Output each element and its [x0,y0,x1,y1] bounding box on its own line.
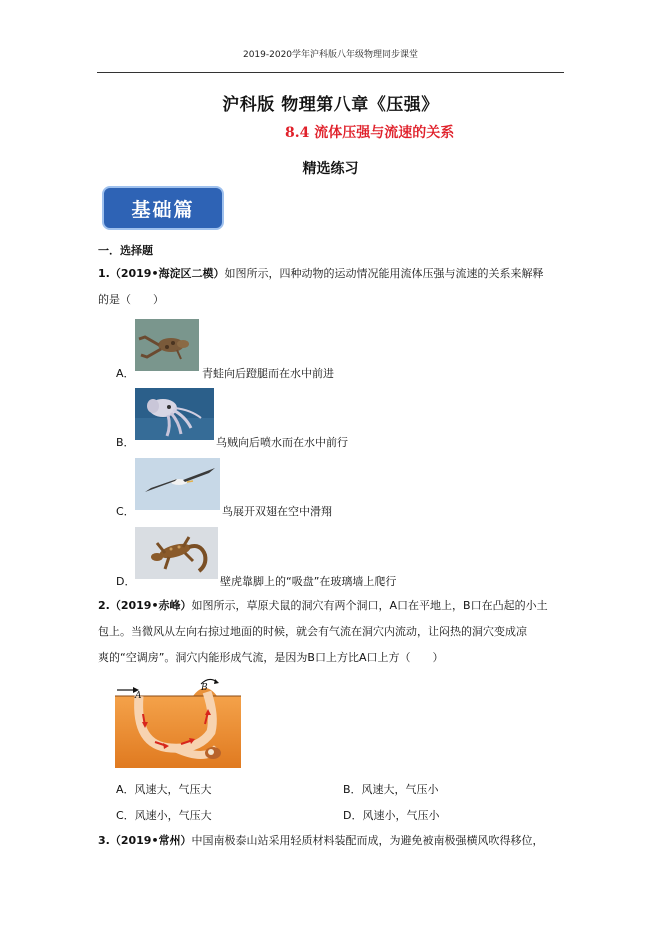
question-2-stem-cont [98,620,565,644]
question-3-number: 3. [98,834,110,847]
question-2-number: 2. [98,599,110,612]
q2-option-a-text: 风速大，气压大 [134,783,212,796]
q1-option-d-text: 壁虎靠脚上的“吸盘”在玻璃墙上爬行 [220,575,397,588]
question-2-stem-line2: 包上。当微风从左向右掠过地面的时候，就会有气流在洞穴内流动，让闷热的洞穴变成凉 [98,625,527,638]
q2-option-d-letter: D． [343,809,363,822]
q2-option-c [116,807,212,823]
question-2-stem-line3: 爽的“空调房”。洞穴内能形成气流，是因为B口上方比A口上方（ ） [98,651,444,664]
question-1-number: 1. [98,267,110,280]
question-2-stem-line1: 如图所示，草原犬鼠的洞穴有两个洞口，A口在平地上，B口在凸起的小土 [191,599,548,612]
page-header: 2019-2020学年沪科版八年级物理同步课堂 [242,50,419,60]
squid-image [135,388,214,440]
q1-option-c-text: 鸟展开双翅在空中滑翔 [222,505,332,518]
question-2-stem-cont2 [98,646,565,670]
question-1-stem-cont [98,288,565,312]
question-3-stem [98,829,565,853]
q1-option-a-letter: A． [116,367,135,380]
header-rule [97,72,564,73]
section-heading: 一．选择题 [98,244,153,257]
page-title: 沪科版 物理第八章《压强》 [222,95,439,115]
q2-option-d [343,807,439,823]
q1-option-d-letter: D． [116,575,136,588]
q1-option-c-letter: C． [116,505,135,518]
level-banner [102,186,224,230]
burrow-label-b: B [201,683,208,693]
q2-option-c-letter: C． [116,809,135,822]
q1-option-b-letter: B． [116,436,135,449]
question-3-stem-line1: 中国南极泰山站采用轻质材料装配而成，为避免被南极强横风吹得移位， [191,834,544,847]
q1-option-b-text: 乌贼向后喷水而在水中前行 [216,436,348,449]
question-1-source: （2019•海淀区二模） [109,267,225,280]
q2-option-a [116,781,212,797]
q2-option-b-text: 风速大，气压小 [361,783,439,796]
q2-option-c-text: 风速小，气压大 [134,809,212,822]
q2-option-b [343,781,439,797]
question-2-source: （2019•赤峰） [109,599,192,612]
q1-option-a-text: 青蛙向后蹬腿而在水中前进 [202,367,334,380]
frog-swimming-image [135,319,199,371]
q2-option-a-letter: A． [116,783,135,796]
level-banner-label: 基础篇 [131,198,195,221]
q2-option-b-letter: B． [343,783,362,796]
question-1-stem-line1: 如图所示，四种动物的运动情况能用流体压强与流速的关系来解释 [224,267,544,280]
question-1-stem-line2: 的是（ ） [98,293,164,306]
question-3-source: （2019•常州） [109,834,192,847]
practice-heading: 精选练习 [302,161,359,177]
gliding-bird-image [135,458,220,510]
burrow-diagram [115,676,241,768]
question-1-stem [98,262,565,286]
gecko-image [135,527,218,579]
section-subtitle: 8.4 流体压强与流速的关系 [285,125,455,141]
q2-option-d-text: 风速小，气压小 [362,809,440,822]
question-2-stem [98,594,565,618]
burrow-label-a: A [135,691,142,701]
